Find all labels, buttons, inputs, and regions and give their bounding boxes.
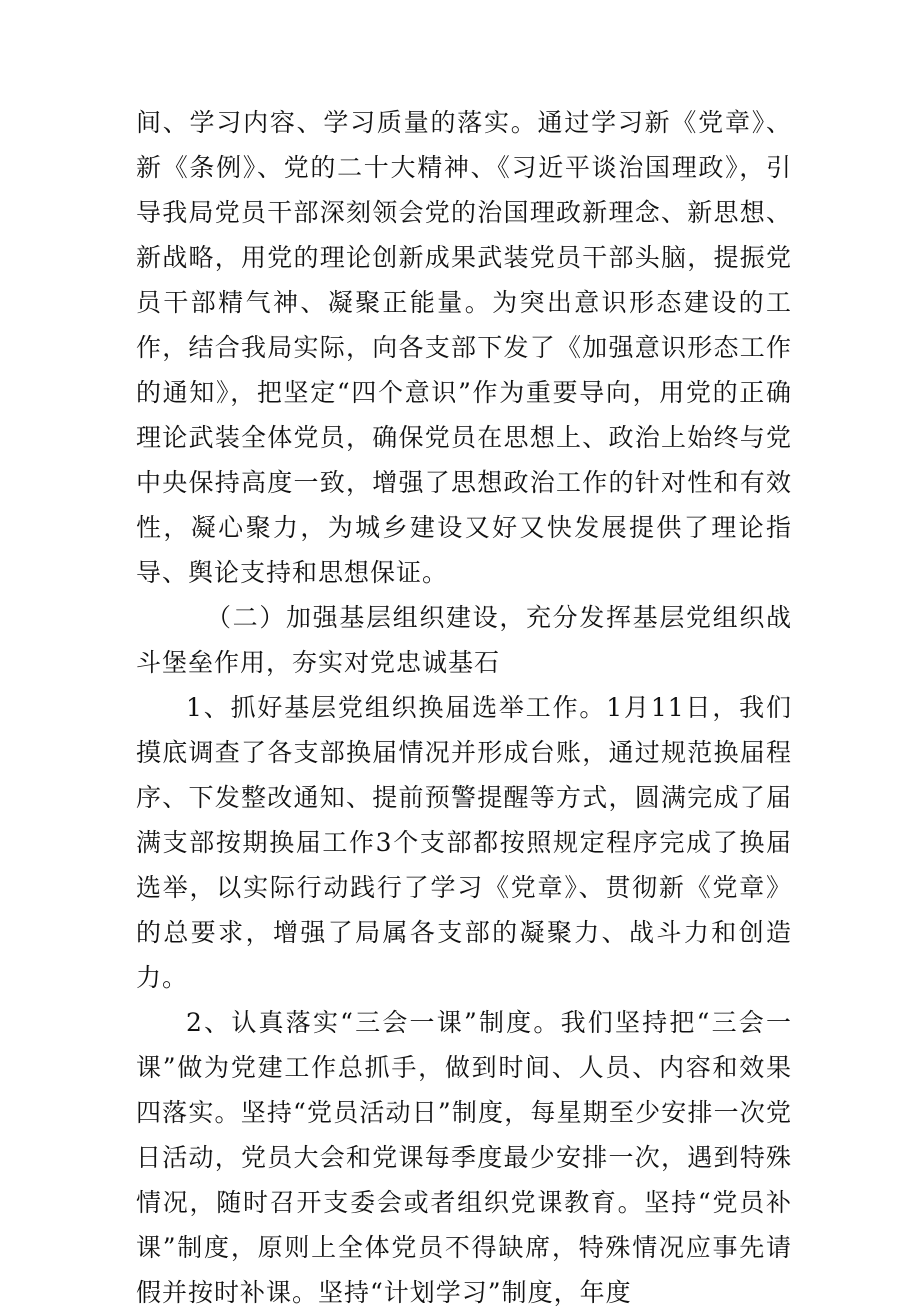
body-text [136, 100, 792, 1315]
paragraph-continuation: 间、学习内容、学习质量的落实。通过学习新《党章》、新《条例》、党的二十大精神、《习近平谈治国理政》，引导我局党员干部深刻领会党的治国理政新理念、新思想、新战略，用党的理论创新成果武装党员干部头脑，提振党员干部精气神、凝聚正能量。为突出意识形态建设的工作，结合我局实际，向各支部下发了《加强意识形态工作的通知》，把坚定“四个意识”作为重要导向，用党的正确理论武装全体党员，确保党员在思想上、政治上始终与党中央保持高度一致，增强了思想政治工作的针对性和有效性，凝心聚力，为城乡建设又好又快发展提供了理论指导、舆论支持和思想保证。 [136, 108, 792, 587]
section-heading: （二）加强基层组织建设，充分发挥基层党组织战斗堡垒作用，夯实对党忠诚基石 [136, 603, 792, 677]
paragraph-election: 1、抓好基层党组织换届选举工作。1月11日，我们摸底调查了各支部换届情况并形成台账，通过规范换届程序、下发整改通知、提前预警提醒等方式，圆满完成了届满支部按期换届工作3个支部都按照规定程序完成了换届选举，以实际行动践行了学习《党章》、贯彻新《党章》的总要求，增强了局属各支部的凝聚力、战斗力和创造力。 [136, 693, 792, 992]
paragraph-three-meetings: 2、认真落实“三会一课”制度。我们坚持把“三会一课”做为党建工作总抓手，做到时间、人员、内容和效果四落实。坚持“党员活动日”制度，每星期至少安排一次党日活动，党员大会和党课每季度最少安排一次，遇到特殊情况，随时召开支委会或者组织党课教育。坚持“党员补课”制度，原则上全体党员不得缺席，特殊情况应事先请假并按时补课。坚持“计划学习”制度，年度 [136, 1008, 792, 1307]
